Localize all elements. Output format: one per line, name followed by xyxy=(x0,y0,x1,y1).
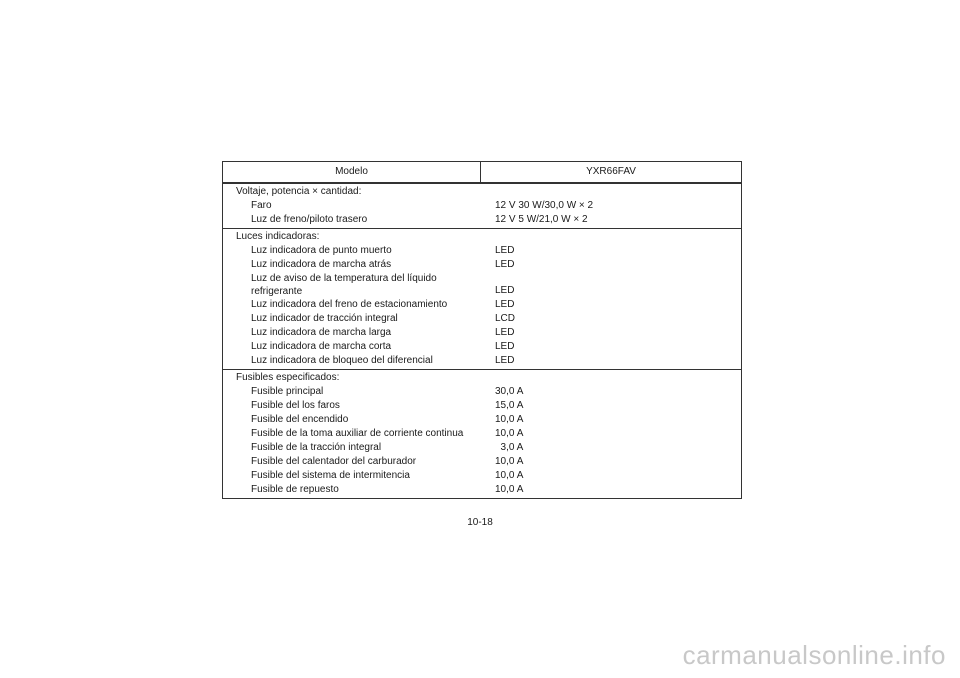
table-row xyxy=(223,399,741,413)
row-value: 10,0 A xyxy=(495,470,524,481)
table-row xyxy=(223,272,741,298)
row-label: Faro xyxy=(251,200,272,211)
table-row xyxy=(223,258,741,272)
row-value: LED xyxy=(495,355,515,366)
watermark: carmanualsonline.info xyxy=(682,640,946,670)
row-value: 10,0 A xyxy=(495,428,524,439)
row-value: 10,0 A xyxy=(495,484,524,495)
table-row xyxy=(223,455,741,469)
section-title: Fusibles especificados: xyxy=(236,372,340,383)
row-value: LED xyxy=(495,327,515,338)
section-fuses xyxy=(223,369,741,498)
row-value: LED xyxy=(495,341,515,352)
table-row xyxy=(223,312,741,326)
model-label: Modelo xyxy=(223,162,481,182)
table-row xyxy=(223,385,741,399)
table-row xyxy=(223,326,741,340)
row-value: 12 V 5 W/21,0 W × 2 xyxy=(495,214,588,225)
row-value: 30,0 A xyxy=(495,386,524,397)
table-row xyxy=(223,213,741,227)
row-value: 15,0 A xyxy=(495,400,524,411)
row-label: Fusible del los faros xyxy=(251,400,340,411)
row-value: LED xyxy=(495,299,515,310)
row-label: Fusible de la tracción integral xyxy=(251,442,382,453)
row-label: Luz indicadora de marcha atrás xyxy=(251,259,392,270)
table-row xyxy=(223,354,741,368)
table-row xyxy=(223,483,741,497)
row-value: LED xyxy=(495,285,515,296)
row-label: Luz indicador de tracción integral xyxy=(251,313,398,324)
section-title: Voltaje, potencia × cantidad: xyxy=(236,186,362,197)
row-label: Luz indicadora del freno de estacionamiento xyxy=(251,299,448,310)
row-label: Fusible de la toma auxiliar de corriente continua xyxy=(251,428,464,439)
section-indicator-lights xyxy=(223,228,741,369)
row-value: 12 V 30 W/30,0 W × 2 xyxy=(495,200,594,211)
row-value: LCD xyxy=(495,313,516,324)
row-value: LED xyxy=(495,245,515,256)
table-row xyxy=(223,340,741,354)
table-row xyxy=(223,199,741,213)
spec-table xyxy=(222,161,742,499)
row-label: Luz indicadora de marcha corta xyxy=(251,341,392,352)
table-row xyxy=(223,469,741,483)
section-title: Luces indicadoras: xyxy=(236,231,320,242)
row-value: 3,0 A xyxy=(495,442,524,453)
row-label: Fusible del sistema de intermitencia xyxy=(251,470,410,481)
table-header xyxy=(223,162,741,183)
row-label: Fusible de repuesto xyxy=(251,484,339,495)
table-row xyxy=(223,244,741,258)
row-label: Luz indicadora de bloqueo del diferencial xyxy=(251,355,433,366)
model-value: YXR66FAV xyxy=(586,166,636,177)
row-label: Luz indicadora de punto muerto xyxy=(251,245,392,256)
page-number: 10-18 xyxy=(467,517,493,528)
row-value: LED xyxy=(495,259,515,270)
table-row xyxy=(223,298,741,312)
row-value: 10,0 A xyxy=(495,456,524,467)
row-label: Fusible del encendido xyxy=(251,414,349,425)
table-row xyxy=(223,427,741,441)
row-value: 10,0 A xyxy=(495,414,524,425)
row-label: Luz de freno/piloto trasero xyxy=(251,214,368,225)
row-label: Luz de aviso de la temperatura del líquido refrigerante xyxy=(251,273,437,297)
row-label: Fusible principal xyxy=(251,386,324,397)
row-label: Fusible del calentador del carburador xyxy=(251,456,417,467)
row-label: Luz indicadora de marcha larga xyxy=(251,327,392,338)
section-voltage xyxy=(223,183,741,228)
table-row xyxy=(223,441,741,455)
table-row xyxy=(223,413,741,427)
